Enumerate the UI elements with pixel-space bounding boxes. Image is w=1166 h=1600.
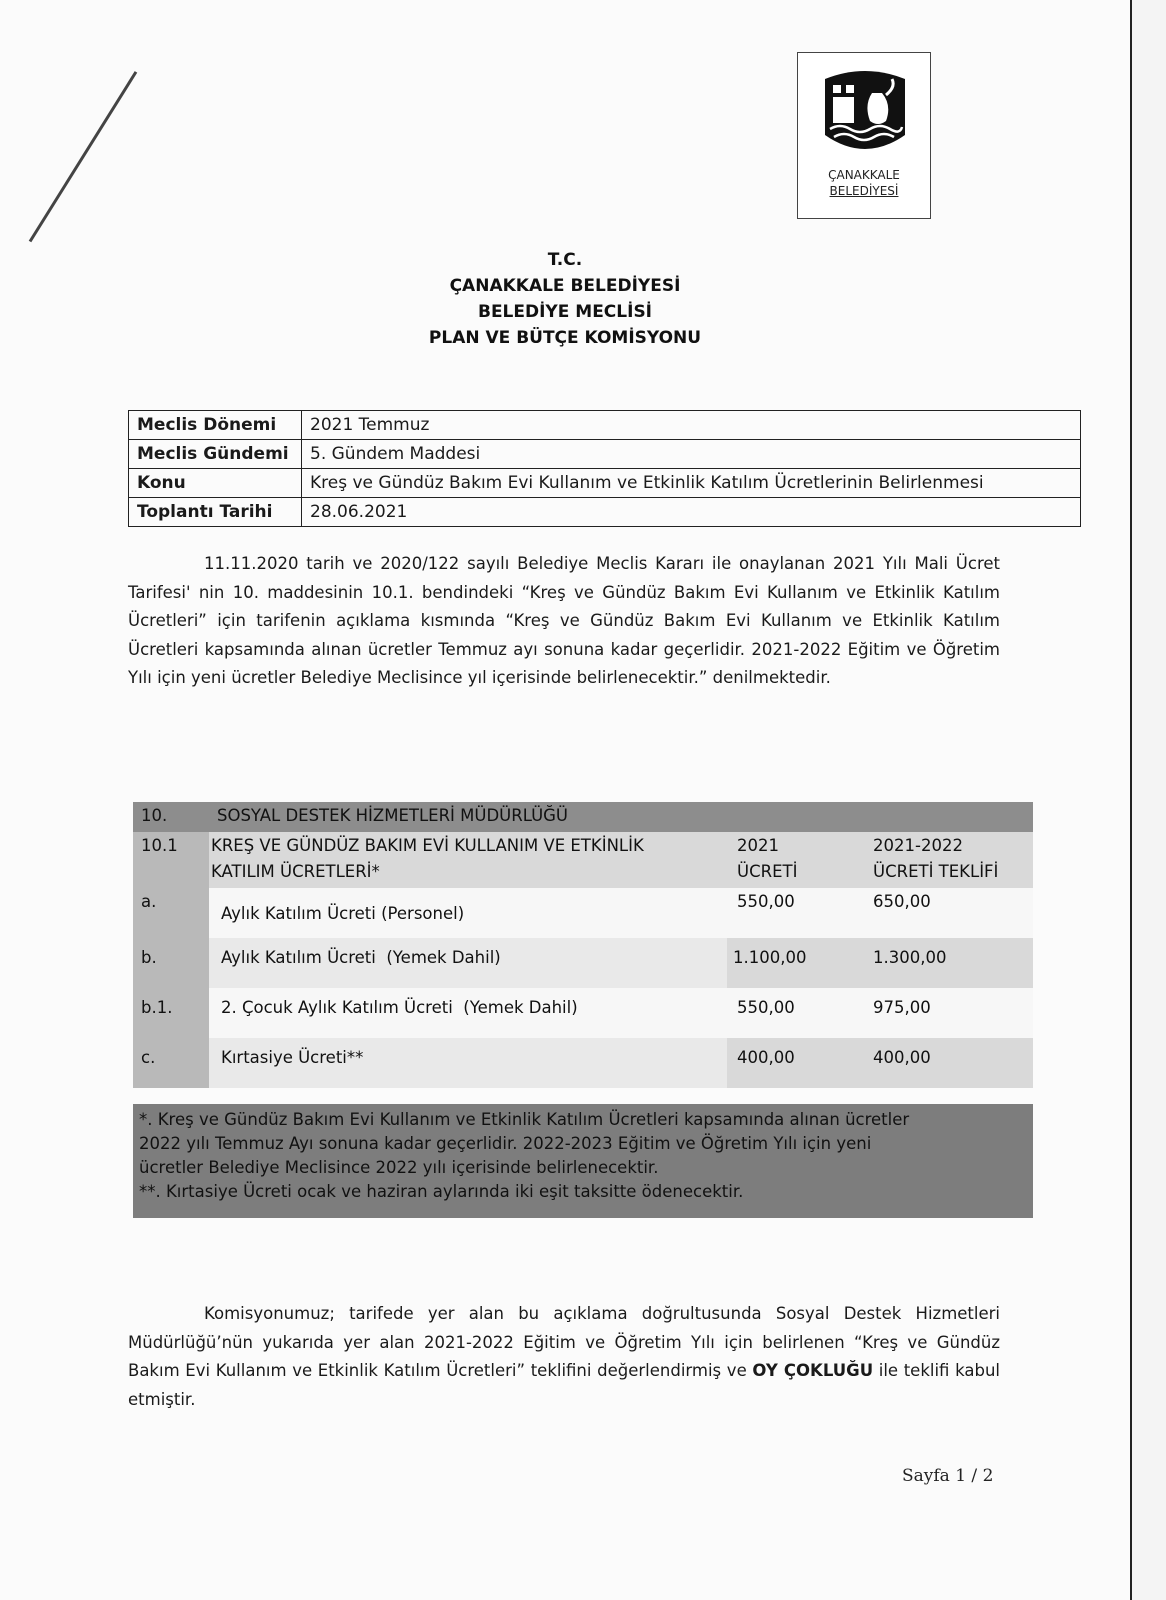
footnote-line1: *. Kreş ve Gündüz Bakım Evi Kullanım ve Etkinlik Katılım Ücretleri kapsamında alınan ücretler	[139, 1110, 910, 1129]
row-fee-offer: 650,00	[873, 892, 931, 911]
row-description: Aylık Katılım Ücreti (Yemek Dahil)	[221, 948, 501, 967]
row-code: b.1.	[141, 998, 173, 1017]
scan-edge	[1132, 0, 1166, 1600]
heading-council: BELEDİYE MECLİSİ	[477, 302, 653, 322]
page-number: Sayfa 1 / 2	[902, 1466, 994, 1486]
intro-paragraph	[128, 550, 1000, 693]
row-description: Kırtasiye Ücreti**	[221, 1048, 364, 1067]
row-fee-2021: 400,00	[737, 1048, 795, 1067]
col-offer-line2: ÜCRETİ TEKLİFİ	[873, 862, 999, 881]
logo-text-line2: BELEDİYESİ	[829, 184, 899, 198]
scan-artifact-line	[29, 71, 138, 242]
castle-amphora-emblem-icon	[820, 65, 910, 160]
row-fee-offer: 400,00	[873, 1048, 931, 1067]
decision-paragraph	[128, 1300, 1000, 1414]
row-fee-2021: 550,00	[737, 998, 795, 1017]
info-value: 2021 Temmuz	[302, 411, 1081, 440]
section-code: 10.	[141, 806, 168, 825]
municipality-logo	[797, 52, 931, 219]
info-key: Toplantı Tarihi	[129, 498, 302, 527]
decision-tail: ile teklifi kabul etmiştir.	[128, 1361, 1000, 1409]
sub-title-line1: KREŞ VE GÜNDÜZ BAKIM EVİ KULLANIM VE ETKİNLİK	[211, 836, 644, 855]
footnote-line2: 2022 yılı Temmuz Ayı sonuna kadar geçerlidir. 2022-2023 Eğitim ve Öğretim Yılı için yeni	[139, 1134, 872, 1153]
sub-code: 10.1	[141, 836, 178, 855]
fee-row-a	[133, 888, 1033, 938]
fee-row-b1	[133, 988, 1033, 1038]
info-row	[129, 469, 1081, 498]
intro-paragraph-text: 11.11.2020 tarih ve 2020/122 sayılı Belediye Meclis Kararı ile onaylanan 2021 Yılı Mali Ücret Tarifesi' nin 10. maddesinin 10.1. bendindeki “Kreş ve Gündüz Bakım Evi Kullanım ve Etkinlik Katılım Ücretleri” için tarifenin açıklama kısmında “Kreş ve Gündüz Bakım Evi Kullanım ve Etkinlik Katılım Ücretleri kapsamında alınan ücretler Temmuz ayı sonuna kadar geçerlidir. 2021-2022 Eğitim ve Öğretim Yılı için yeni ücretler Belediye Meclisince yıl içerisinde belirlenecektir.” denilmektedir.	[128, 554, 1000, 688]
col-2021-line1: 2021	[737, 836, 779, 855]
row-fee-offer: 1.300,00	[873, 948, 947, 967]
row-code: b.	[141, 948, 157, 967]
decision-text: Komisyonumuz; tarifede yer alan bu açıklama doğrultusunda Sosyal Destek Hizmetleri Müdürlüğü’nün yukarıda yer alan 2021-2022 Eğitim ve Öğretim Yılı için belirlenen “Kreş ve Gündüz Bakım Evi Kullanım ve Etkinlik Katılım Ücretleri” teklifini değerlendirmiş ve	[128, 1304, 1000, 1381]
fee-row-c	[133, 1038, 1033, 1088]
footnote-line3: ücretler Belediye Meclisince 2022 yılı içerisinde belirlenecektir.	[139, 1158, 659, 1177]
heading-tc: T.C.	[547, 250, 583, 270]
col-offer-line1: 2021-2022	[873, 836, 963, 855]
heading-commission: PLAN VE BÜTÇE KOMİSYONU	[428, 328, 702, 348]
info-row	[129, 498, 1081, 527]
meeting-info-table	[128, 410, 1081, 527]
heading-municipality: ÇANAKKALE BELEDİYESİ	[449, 276, 681, 296]
row-code: c.	[141, 1048, 156, 1067]
info-value: 28.06.2021	[302, 498, 1081, 527]
section-title: SOSYAL DESTEK HİZMETLERİ MÜDÜRLÜĞÜ	[217, 806, 569, 825]
fee-table-footnote	[133, 1104, 1033, 1218]
decision-result: OY ÇOKLUĞU	[752, 1361, 874, 1381]
info-key: Konu	[129, 469, 302, 498]
logo-text-line1: ÇANAKKALE	[828, 168, 900, 182]
row-fee-2021: 1.100,00	[733, 948, 807, 967]
fee-row-b	[133, 938, 1033, 988]
sub-title-line2: KATILIM ÜCRETLERİ*	[211, 862, 380, 881]
row-description: 2. Çocuk Aylık Katılım Ücreti (Yemek Dahil)	[221, 998, 578, 1017]
info-value: Kreş ve Gündüz Bakım Evi Kullanım ve Etkinlik Katılım Ücretlerinin Belirlenmesi	[302, 469, 1081, 498]
row-description: Aylık Katılım Ücreti (Personel)	[221, 904, 465, 923]
fee-subheader-row	[133, 832, 1033, 888]
row-fee-2021: 550,00	[737, 892, 795, 911]
col-2021-line2: ÜCRETİ	[737, 862, 798, 881]
row-fee-offer: 975,00	[873, 998, 931, 1017]
info-value: 5. Gündem Maddesi	[302, 440, 1081, 469]
info-key: Meclis Gündemi	[129, 440, 302, 469]
fee-section-row	[133, 802, 1033, 832]
info-key: Meclis Dönemi	[129, 411, 302, 440]
row-code: a.	[141, 892, 157, 911]
info-row	[129, 440, 1081, 469]
info-row	[129, 411, 1081, 440]
footnote-line4: **. Kırtasiye Ücreti ocak ve haziran aylarında iki eşit taksitte ödenecektir.	[139, 1182, 744, 1201]
